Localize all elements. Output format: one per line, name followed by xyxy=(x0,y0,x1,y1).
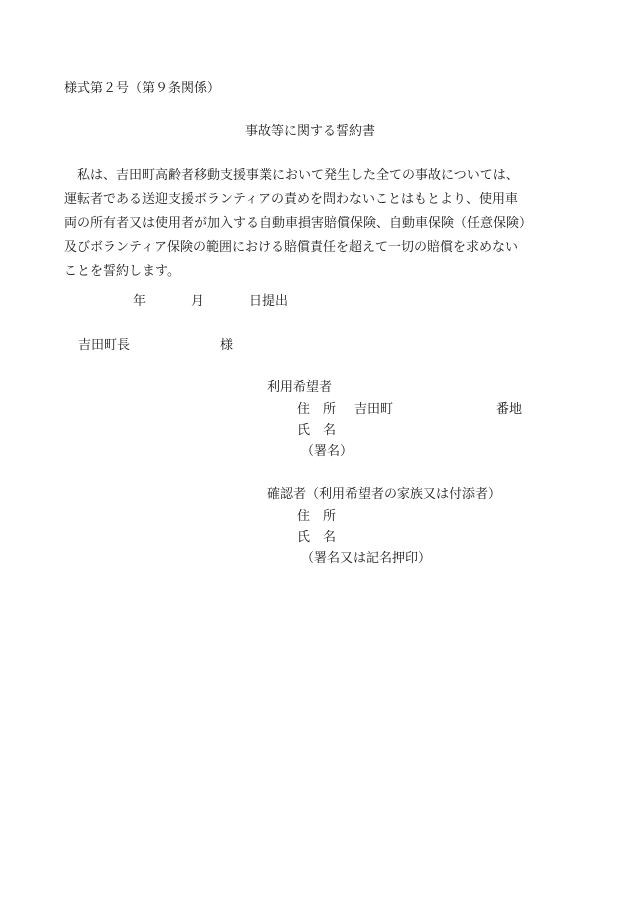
date-year-label: 年 xyxy=(133,294,147,309)
pledge-line: ことを誓約します。 xyxy=(64,264,180,279)
date-day-label: 日提出 xyxy=(249,294,289,309)
addressee-honorific: 様 xyxy=(220,338,234,353)
pledge-line: 私は、吉田町高齢者移動支援事業において発生した全ての事故については、 xyxy=(77,168,519,183)
pledge-line: 運転者である送迎支援ボランティアの責めを問わないことはもとより、使用車 xyxy=(64,192,518,207)
confirmer-signature-note: （署名又は記名押印） xyxy=(301,551,432,566)
document-title: 事故等に関する誓約書 xyxy=(245,124,376,139)
applicant-address-town: 吉田町 xyxy=(354,402,394,417)
pledge-line: 両の所有者又は使用者が加入する自動車損害賠償保険、自動車保険（任意保険） xyxy=(64,216,533,231)
pledge-paragraph xyxy=(64,164,582,284)
confirmer-name-label: 氏 名 xyxy=(297,530,337,545)
confirmer-address-label: 住 所 xyxy=(297,509,337,524)
addressee-name: 吉田町長 xyxy=(78,338,131,353)
form-number: 様式第２号（第９条関係） xyxy=(64,81,221,96)
date-month-label: 月 xyxy=(191,294,205,309)
applicant-signature-note: （署名） xyxy=(301,444,354,459)
confirmer-heading: 確認者（利用希望者の家族又は付添者） xyxy=(267,487,502,502)
applicant-name-label: 氏 名 xyxy=(297,423,337,438)
applicant-address-suffix: 番地 xyxy=(496,402,523,417)
applicant-heading: 利用希望者 xyxy=(267,380,333,395)
pledge-line: 及びボランティア保険の範囲における賠償責任を超えて一切の賠償を求めない xyxy=(64,240,518,255)
applicant-address-label: 住 所 xyxy=(297,402,337,417)
